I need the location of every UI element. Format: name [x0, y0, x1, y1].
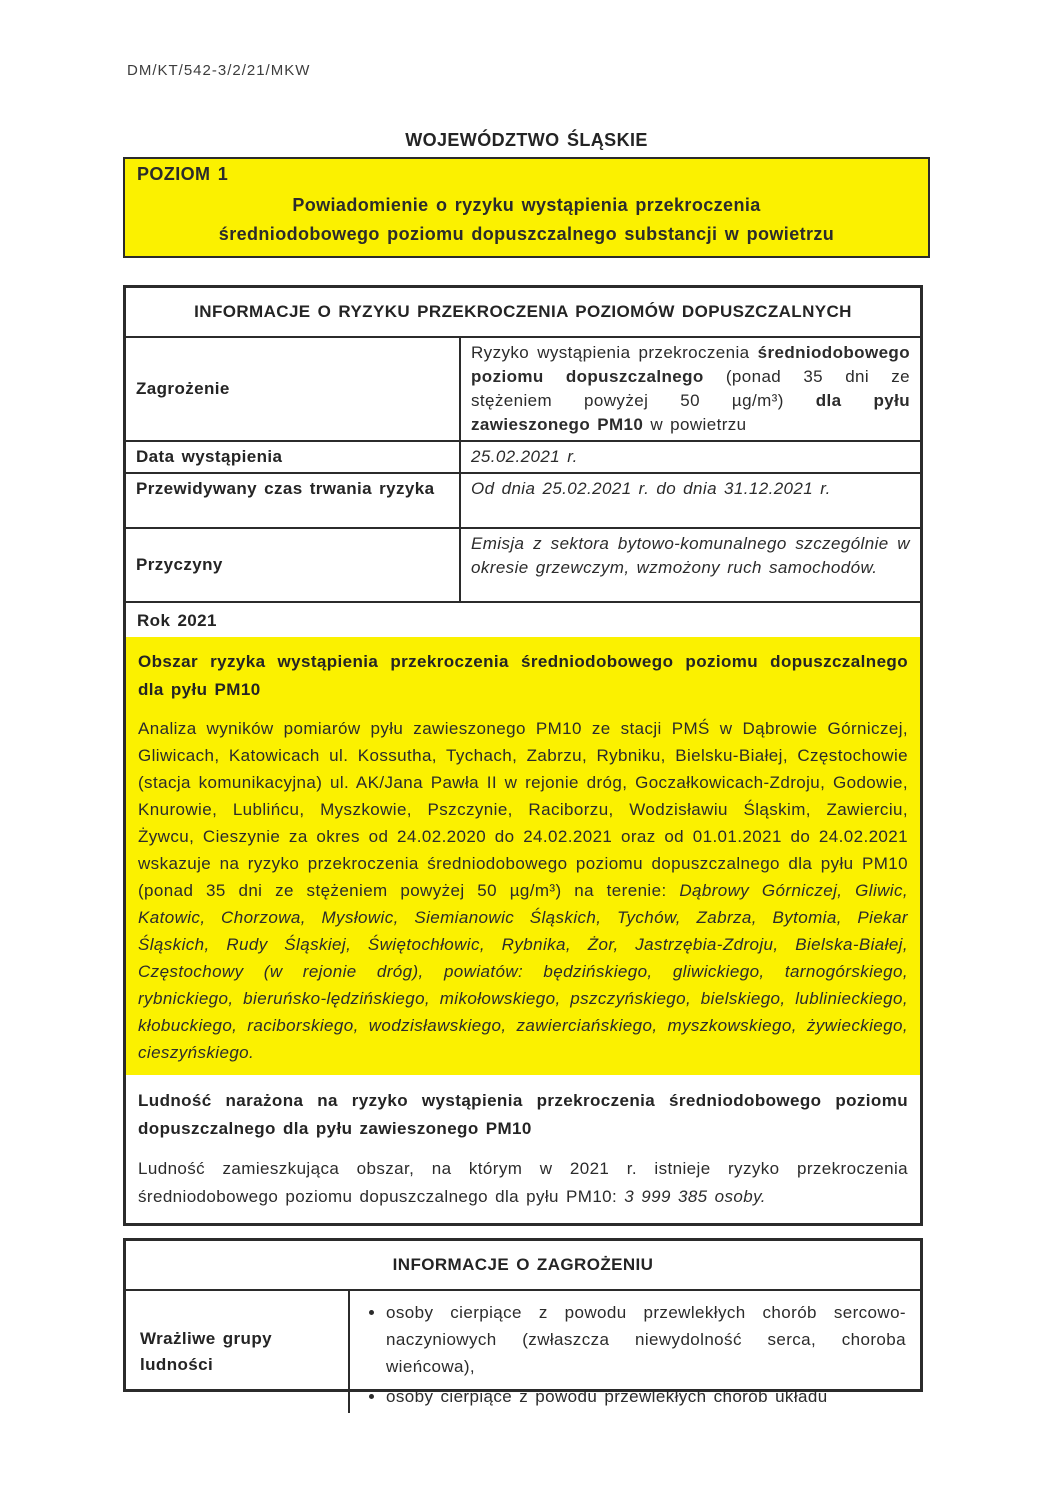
zagrozenie-text-1: Ryzyko wystąpienia przekroczenia	[471, 343, 758, 362]
data-wystapienia-label: Data wystąpienia	[126, 442, 461, 472]
analysis-text-regular: Analiza wyników pomiarów pyłu zawieszonego PM10 ze stacji PMŚ w Dąbrowie Górniczej, Gliwicach, Katowicach ul. Kossutha, Tychach, Zabrzu, Rybniku, Bielsku-Białej, Częstochowie (stacja komunikacyjna) ul. AK/Jana Pawła II w rejonie dróg, Goczałkowicach-Zdroju, Godowie, Knurowie, Lublińcu, Myszkowie, Pszczynie, Raciborzu, Wodzisławiu Śląskim, Zawierciu, Żywcu, Cieszynie za okres od 24.02.2020 do 24.02.2021 oraz od 01.01.2021 do 24.02.2021 wskazuje na ryzyko przekroczenia średniodobowego poziomu dopuszczalnego dla pyłu PM10 (ponad 35 dni ze stężeniem powyżej 50 µg/m³) na terenie:	[138, 719, 908, 900]
population-text-regular: Ludność zamieszkująca obszar, na którym w 2021 r. istnieje ryzyko przekroczenia średniodobowego poziomu dopuszczalnego dla pyłu PM10:	[138, 1159, 908, 1206]
alert-level-label: POZIOM 1	[137, 164, 229, 184]
analysis-paragraph	[138, 715, 908, 1066]
analysis-text-italic: Dąbrowy Górniczej, Gliwic, Katowic, Chorzowa, Mysłowic, Siemianowic Śląskich, Tychów, Zabrza, Bytomia, Piekar Śląskich, Rudy Śląskiej, Świętochłowic, Rybnika, Żor, Jastrzębia-Zdroju, Bielska-Białej, Częstochowy (w rejonie dróg), powiatów: będzińskiego, gliwickiego, tarnogórskiego, rybnickiego, bieruńsko-lędzińskiego, mikołowskiego, pszczyńskiego, bielskiego, lublinieckiego, kłobuckiego, raciborskiego, wodzisławskiego, zawierciańskiego, myszkowskiego, żywieckiego, cieszyńskiego.	[138, 881, 908, 1062]
banner-line-1: Powiadomienie o ryzyku wystąpienia przekroczenia	[292, 195, 761, 215]
population-count: 3 999 385 osoby.	[624, 1187, 766, 1206]
population-paragraph	[138, 1155, 908, 1211]
rok-row: Rok 2021	[137, 611, 217, 630]
row-zagrozenie	[126, 338, 920, 442]
sensitive-groups-value	[350, 1291, 920, 1413]
risk-table-title: INFORMACJE O RYZYKU PRZEKROCZENIA POZIOMÓW DOPUSZCZALNYCH	[126, 288, 920, 338]
przyczyny-value: Emisja z sektora bytowo-komunalnego szczególnie w okresie grzewczym, wzmożony ruch samochodów.	[471, 534, 910, 577]
hazard-info-table	[123, 1238, 923, 1406]
zagrozenie-label: Zagrożenie	[126, 338, 461, 440]
bullet-item: • osoby cierpiące z powodu przewlekłych chorób układu	[386, 1383, 906, 1410]
population-block	[126, 1075, 920, 1223]
banner-line-2: średniodobowego poziomu dopuszczalnego substancji w powietrzu	[218, 224, 835, 244]
risk-area-highlight-block	[126, 637, 920, 1075]
czas-trwania-label: Przewidywany czas trwania ryzyka	[126, 474, 461, 527]
zagrozenie-text-4: dla pyłu zawieszonego PM10	[471, 391, 910, 434]
przyczyny-label: Przyczyny	[126, 529, 461, 601]
row-czas-trwania	[126, 474, 920, 529]
zagrozenie-text-2: średniodobowego poziomu dopuszczalnego	[471, 343, 910, 386]
reference-number: DM/KT/542-3/2/21/MKW	[127, 62, 311, 79]
risk-info-table	[123, 285, 923, 1226]
population-heading: Ludność narażona na ryzyko wystąpienia przekroczenia średniodobowego poziomu dopuszczalnego dla pyłu zawieszonego PM10	[138, 1091, 908, 1138]
zagrozenie-value	[461, 338, 920, 440]
zagrozenie-text-5: w powietrzu	[643, 415, 747, 434]
region-title: WOJEWÓDZTWO ŚLĄSKIE	[405, 130, 648, 150]
row-sensitive-groups	[126, 1291, 920, 1413]
czas-trwania-value: Od dnia 25.02.2021 r. do dnia 31.12.2021 r.	[471, 479, 831, 498]
row-data-wystapienia	[126, 442, 920, 474]
hazard-table-title: INFORMACJE O ZAGROŻENIU	[126, 1241, 920, 1291]
risk-area-heading: Obszar ryzyka wystąpienia przekroczenia średniodobowego poziomu dopuszczalnego dla pyłu PM10	[138, 652, 908, 699]
sensitive-groups-bullet-list	[360, 1299, 906, 1410]
sensitive-groups-label: Wrażliwe grupy ludności	[126, 1291, 350, 1413]
row-przyczyny	[126, 529, 920, 603]
alert-level-banner	[123, 157, 930, 258]
zagrozenie-text-3: (ponad 35 dni ze stężeniem powyżej 50 µg/m³)	[471, 367, 910, 410]
data-wystapienia-value: 25.02.2021 r.	[471, 447, 578, 466]
bullet-item: • osoby cierpiące z powodu przewlekłych chorób sercowo-naczyniowych (zwłaszcza niewydolność serca, choroba wieńcowa),	[386, 1299, 906, 1380]
